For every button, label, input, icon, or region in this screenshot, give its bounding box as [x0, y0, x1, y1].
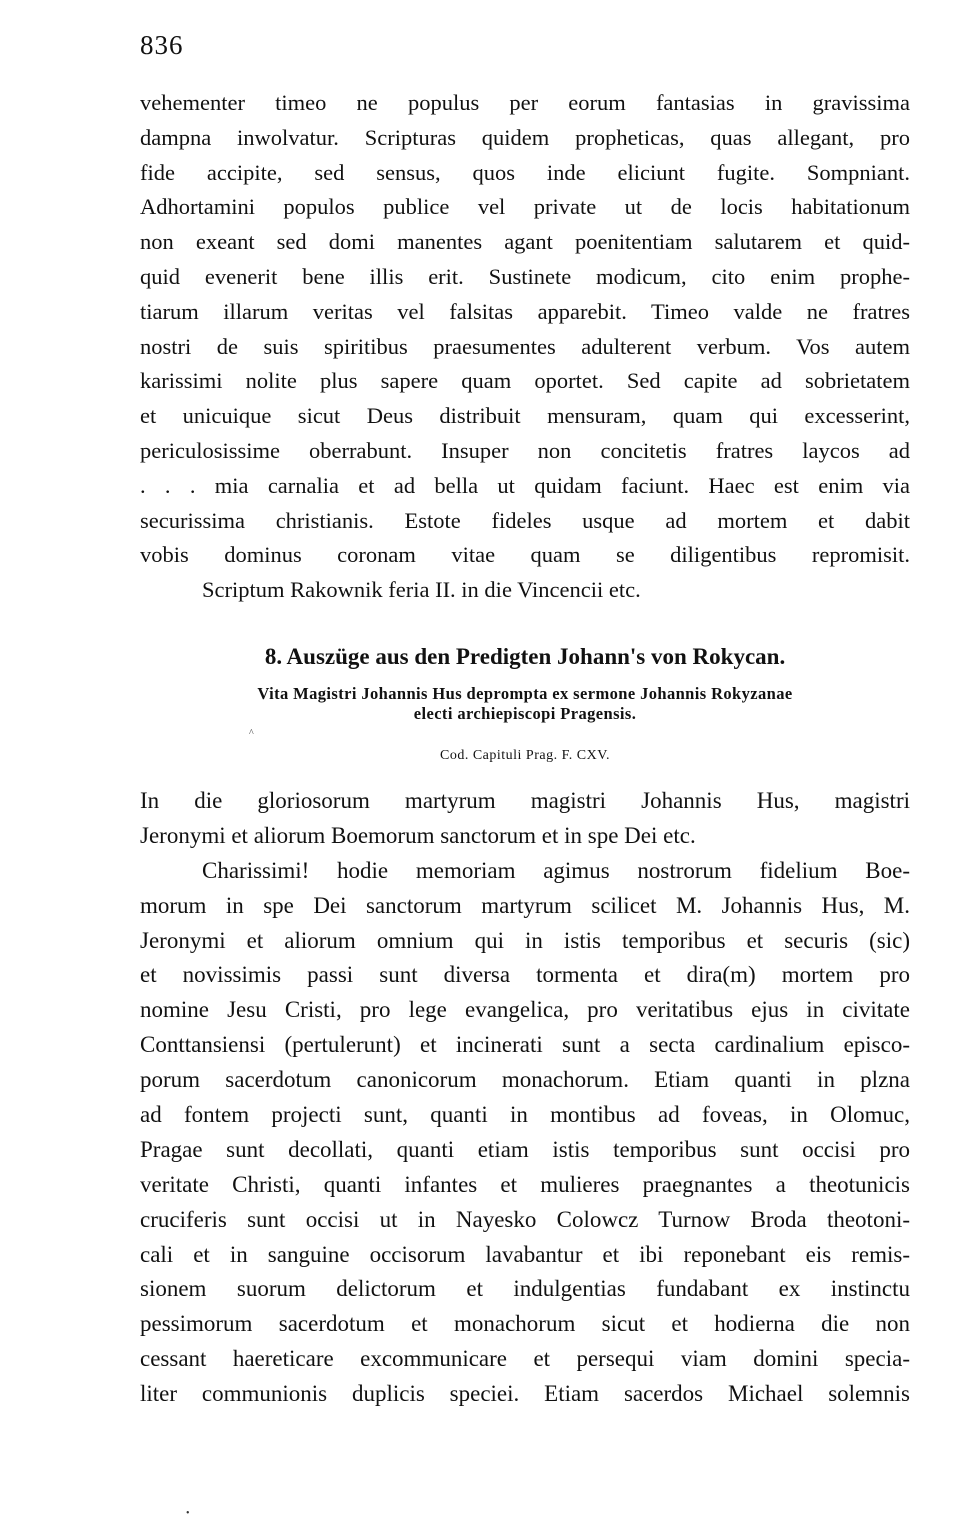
section-subheading [140, 684, 910, 724]
text-line: liter communionis duplicis speciei. Etiam sacerdos Michael solemnis [140, 1381, 910, 1407]
text-line: veritate Christi, quanti infantes et mulieres praegnantes a theotunicis [140, 1171, 910, 1197]
print-speck-icon: ^ [249, 728, 254, 739]
text-line: nostri de suis spiritibus praesumentes adulterent verbum. Vos autem [140, 333, 910, 359]
text-line: nomine Jesu Cristi, pro lege evangelica, pro veritatibus ejus in civitate [140, 997, 910, 1023]
text-line: pessimorum sacerdotum et monachorum sicut et hodierna die non [140, 1311, 910, 1337]
text-line: dampna inwolvatur. Scripturas quidem propheticas, quas allegant, pro [140, 124, 910, 150]
text-line: vobis dominus coronam vitae quam se diligentibus repromisit. [140, 542, 910, 568]
text-line: Jeronymi et aliorum omnium qui in istis temporibus et securis (sic) [140, 927, 910, 953]
text-line: cessant haereticare excommunicare et persequi viam domini specia- [140, 1346, 910, 1372]
text-line: In die gloriosorum martyrum magistri Johannis Hus, magistri [140, 788, 910, 813]
text-line: karissimi nolite plus sapere quam oportet. Sed capite ad sobrietatem [140, 368, 910, 394]
letter-closing: Scriptum Rakownik feria II. in die Vincencii etc. [202, 577, 641, 603]
text-line: cruciferis sunt occisi ut in Nayesko Colowcz Turnow Broda theotoni- [140, 1206, 910, 1232]
subheading-line: Vita Magistri Johannis Hus deprompta ex sermone Johannis Rokyzanae [257, 684, 793, 703]
text-line: . . . mia carnalia et ad bella ut quidam faciunt. Haec est enim via [140, 472, 910, 498]
subheading-line: electi archiepiscopi Pragensis. [413, 704, 637, 723]
text-line: cali et in sanguine occisorum lavabantur et ibi reponebant eis remis- [140, 1241, 910, 1267]
text-line: non exeant sed domi manentes agant poenitentiam salutarem et quid- [140, 229, 910, 255]
text-line: Conttansiensi (pertulerunt) et incinerati sunt a secta cardinalium episco- [140, 1032, 910, 1058]
text-line: Jeronymi et aliorum Boemorum sanctorum et in spe Dei etc. [140, 822, 696, 848]
text-line: securissima christianis. Estote fideles usque ad mortem et dabit [140, 507, 910, 533]
text-line: vehementer timeo ne populus per eorum fantasias in gravissima [140, 90, 910, 115]
sermon-text [140, 784, 910, 1412]
text-line: et unicuique sicut Deus distribuit mensuram, quam qui excesserint, [140, 403, 910, 429]
text-line: quid evenerit bene illis erit. Sustinete modicum, cito enim prophe- [140, 263, 910, 289]
text-line: periculosissime oberrabunt. Insuper non concitetis fratres laycos ad [140, 437, 910, 463]
text-line: Pragae sunt decollati, quanti etiam istis temporibus sunt occisi pro [140, 1136, 910, 1162]
letter-text [140, 86, 910, 608]
text-line: sionem suorum delictorum et indulgentias fundabant ex instinctu [140, 1276, 910, 1302]
section-heading: 8. Auszüge aus den Predigten Johann's von Rokycan. [264, 644, 786, 669]
page-number: 836 [140, 30, 184, 60]
text-line: porum sacerdotum canonicorum monachorum. Etiam quanti in plzna [140, 1067, 910, 1093]
text-line: fide accipite, sed sensus, quos inde eliciunt fugite. Sompniant. [140, 159, 910, 185]
print-speck-icon: • [186, 1508, 190, 1519]
text-line: Charissimi! hodie memoriam agimus nostrorum fidelium Boe- [202, 857, 910, 883]
text-line: ad fontem projecti sunt, quanti in montibus ad foveas, in Olomuc, [140, 1102, 910, 1128]
source-note: Cod. Capituli Prag. F. CXV. [439, 748, 611, 763]
text-line: tiarum illarum veritas vel falsitas apparebit. Timeo valde ne fratres [140, 298, 910, 324]
text-line: et novissimis passi sunt diversa tormenta et dira(m) mortem pro [140, 962, 910, 988]
text-line: morum in spe Dei sanctorum martyrum scilicet M. Johannis Hus, M. [140, 892, 910, 918]
text-line: Adhortamini populos publice vel private ut de locis habitationum [140, 194, 910, 220]
